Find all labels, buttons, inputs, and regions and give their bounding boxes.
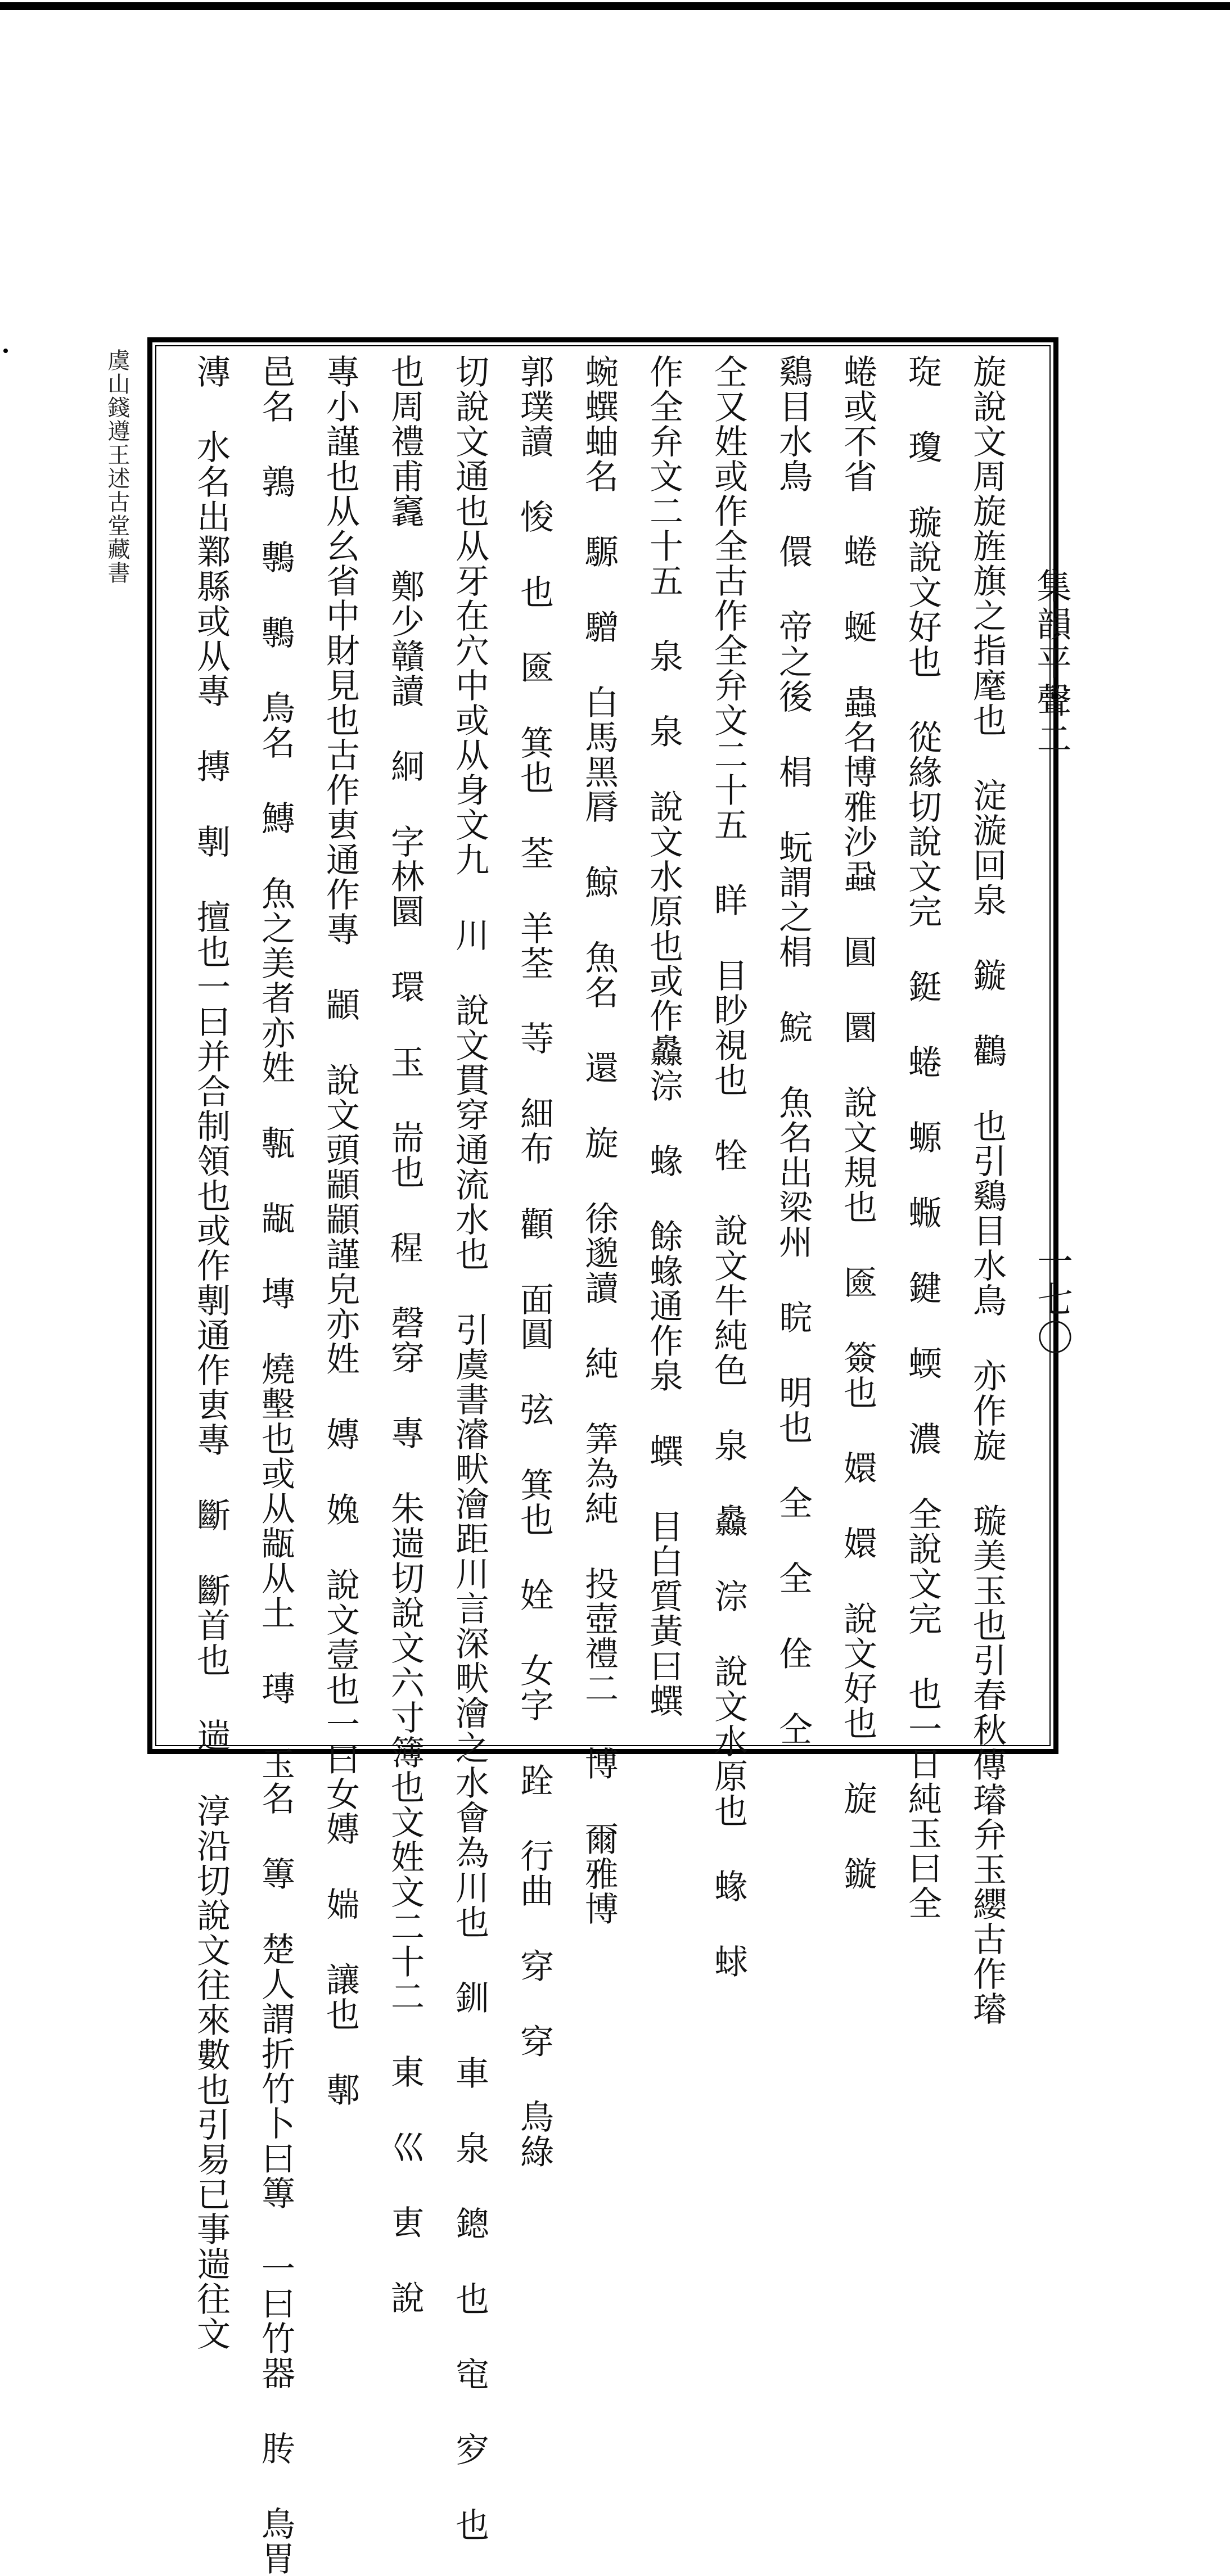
- scan-speck: [3, 349, 8, 353]
- text-column-5: 仝又姓或作全古作全弁文二十五 眻 目眇視也 牷 說文牛純色 泉 灥 淙 說文水原也 蝝 蛷: [709, 354, 748, 1979]
- text-column-11: 專小謹也从幺省中財見也古作叀通作專 顓 說文頭顓顓謹皃亦姓 嫥 婏 說文壹也一曰女嫥 媏 讓也 鄟: [321, 354, 360, 2107]
- top-scan-border: [0, 2, 1230, 10]
- text-column-3: 蜷或不省 蜷 蜒 蟲名博雅沙蝨 圓 圜 說文規也 匳 簽也 嬛 嬛 說文好也 旋 鏇: [838, 354, 877, 1891]
- text-column-12: 邑名 鶉 鷒 鷒 鳥名 鱄 魚之美者亦姓 甎 㼷 塼 燒墼也或从㼷从土 瑼 玉名 篿 楚人謂折竹卜曰篿 一曰竹器 䏝 鳥胃: [256, 354, 295, 2576]
- text-column-7: 蜿蟤蚰名 騵 驓 白馬黑脣 鯨 魚名 還 旋 徐邈讀 純 筭為純 投壺禮二 博 爾雅博: [579, 354, 619, 1926]
- text-column-8: 郭璞讀 悛 也 匳 箕也 荃 羊荃 䓁 細布 顴 面圓 弦 箕也 姾 女字 跧 行曲 穿 穿 鳥綠: [515, 354, 554, 2169]
- text-column-4: 鷄目水鳥 儇 帝之後 梋 蚖謂之梋 鯇 魚名出梁州 睆 明也 全 全 佺 仝: [773, 354, 813, 1746]
- running-header: 集韻平聲二: [1031, 568, 1072, 759]
- folio-number: 一七〇: [1031, 1242, 1073, 1357]
- text-column-1: 旋說文周旋旌旗之指麾也 淀漩回泉 鏇 鸛 也引鷄目水鳥 亦作旋 璇美玉也引春秋傳璿弁玉纓古作璿: [967, 354, 1007, 2026]
- text-column-10: 也周禮甫竁 鄭少贛讀 絅 字林圜 環 玉 耑也 𥠀 磬穿 專 朱遄切說文六寸簿也文姓文二十二 東 巛 叀 說: [385, 354, 425, 2315]
- collector-seal-text: 虞山錢遵王述古堂藏書: [104, 349, 130, 585]
- text-column-13: 漙 水名出鄴縣或从專 摶 剸 擅也一曰并合制領也或作剸通作叀專 斷 斷首也 遄 淳沿切說文往來數也引易已事遄往文: [191, 354, 231, 2351]
- text-column-6: 作全弁文二十五 泉 泉 說文水原也或作灥淙 蝝 餘蝝通作泉 蟤 目白質黃曰蟤: [644, 354, 683, 1718]
- text-column-2: 琁 瓊 璇說文好也 從緣切說文完 鋌 蜷 螈 蝂 鍵 蝡 濃 全說文完 也一日純玉曰全: [903, 354, 942, 1920]
- text-column-9: 切說文通也从牙在穴中或从身文九 川 說文貫穿通流水也 引虞書濬畎澮距川言深畎澮之水會為川也 釧 車 泉 鏓 也 窀 穸 也: [450, 354, 489, 2542]
